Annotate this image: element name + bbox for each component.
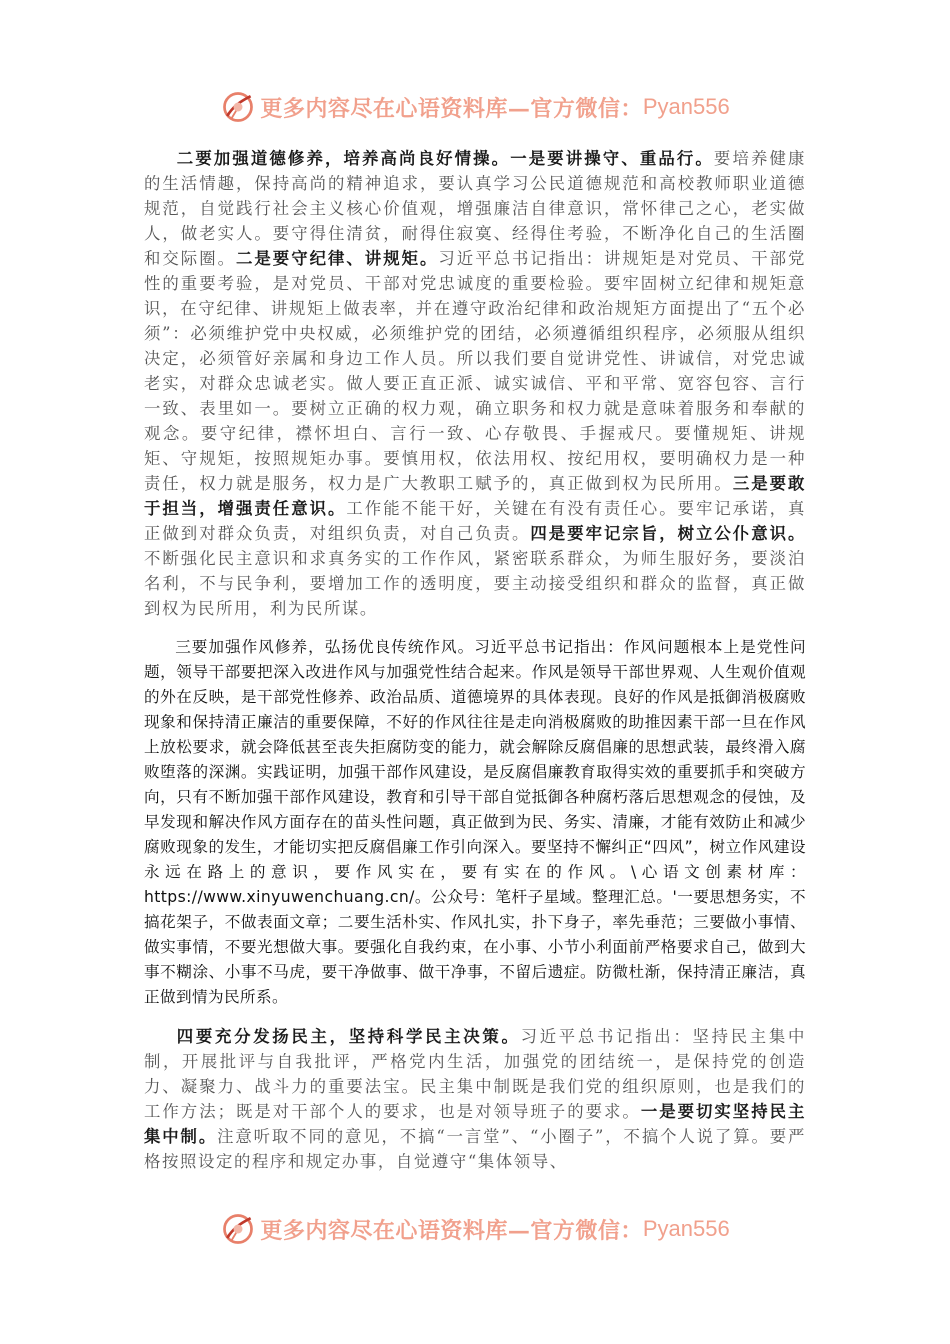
section-2-point-2-title: 二是要守纪律、讲规矩。 xyxy=(236,249,439,268)
banner-wechat-id: Pyan556 xyxy=(642,94,730,119)
section-2-point-3-title: 三是要敢于担当，增强责任意识。 xyxy=(144,474,807,518)
section-2-point-4-body: 不断强化民主意识和求真务实的工作作风，紧密联系群众，为师生服好务，要淡泊名利，不与民争利，要增加工作的透明度，要主动接受组织和群众的监督，真正做到权为民所用，利为民所谋。 xyxy=(144,549,806,618)
section-2-point-1-body: 要培养健康的生活情趣，保持高尚的精神追求，要认真学习公民道德规范和高校教师职业道德规范，自觉践行社会主义核心价值观，增强廉洁自律意识，常怀律己之心，老实做人，做老实人。要守得住清贫，耐得住寂寞、经得住考验，不断净化自己的生活圈和交际圈。 xyxy=(144,149,806,268)
section-2-point-4-title: 四是要牢记宗旨，树立公仆意识。 xyxy=(530,524,806,543)
section-4-point-1-title: 一是要切实坚持民主集中制。 xyxy=(144,1102,807,1146)
pen-swirl-logo-icon xyxy=(220,1211,256,1247)
footer-banner xyxy=(0,1206,950,1252)
section-4-intro: 习近平总书记指出：坚持民主集中制，开展批评与自我批评，严格党内生活，加强党的团结统一，是保持党的创造力、凝聚力、战斗力的重要法宝。民主集中制既是我们党的组织原则，也是我们的工作方法；既是对干部个人的要求，也是对领导班子的要求。 xyxy=(144,1027,806,1121)
section-2-point-2-body: 习近平总书记指出：讲规矩是对党员、干部党性的重要考验，是对党员、干部对党忠诚度的重要检验。要牢固树立纪律和规矩意识，在守纪律、讲规矩上做表率，并在遵守政治纪律和政治规矩方面提出了“五个必须”：必须维护党中央权威，必须维护党的团结，必须遵循组织程序，必须服从组织决定，必须管好亲属和身边工作人员。所以我们要自觉讲党性、讲诚信，对党忠诚老实，对群众忠诚老实。做人要正直正派、诚实诚信、平和平常、宽容包容、言行一致、表里如一。要树立正确的权力观，确立职务和权力就是意味着服务和奉献的观念。要守纪律，襟怀坦白、言行一致、心存敬畏、手握戒尺。要懂规矩、讲规矩、守规矩，按照规矩办事。要慎用权，依法用权、按纪用权，要明确权力是一种责任，权力就是服务，权力是广大教职工赋予的，真正做到权为民所用。 xyxy=(144,249,806,493)
section-3-paragraph: 三要加强作风修养，弘扬优良传统作风。习近平总书记指出：作风问题根本上是党性问题，领导干部要把深入改进作风与加强党性结合起来。作风是领导干部世界观、人生观价值观的外在反映，是干部党性修养、政治品质、道德境界的具体表现。良好的作风是抵御消极腐败现象和保持清正廉洁的重要保障，不好的作风往往是走向消极腐败的助推因素干部一旦在作风上放松要求，就会降低甚至丧失拒腐防变的能力，就会解除反腐倡廉的思想武装，最终滑入腐败堕落的深渊。实践证明，加强干部作风建设，是反腐倡廉教育取得实效的重要抓手和突破方向，只有不断加强干部作风建设，教育和引导干部自觉抵御各种腐朽落后思想观念的侵蚀，及早发现和解决作风方面存在的苗头性问题，真正做到为民、务实、清廉，才能有效防止和减少腐败现象的发生，才能切实把反腐倡廉工作引向深入。要坚持不懈纠正“四风”，树立作风建设永远在路上的意识，要作风实在，要有实在的作风。\心语文创素材库：https://www.xinyuwenchuang.cn/。公众号：笔杆子星域。整理汇总。'一要思想务实，不搞花架子，不做表面文章；二要生活朴实、作风扎实，扑下身子，率先垂范；三要做小事情、做实事情，不要光想做大事。要强化自我约束，在小事、小节小利面前严格要求自己，做到大事不糊涂、小事不马虎，要干净做事、做干净事，不留后遗症。防微杜渐，保持清正廉洁，真正做到情为民所系。 xyxy=(144,638,806,1006)
header-banner xyxy=(0,84,950,130)
pen-swirl-logo-icon xyxy=(220,89,256,125)
section-2-point-1-title: 一是要讲操守、重品行。 xyxy=(510,149,714,168)
section-4-point-1-body: 注意听取不同的意见，不搞“一言堂”、“小圈子”，不搞个人说了算。要严格按照设定的程序和规定办事，自觉遵守“集体领导、 xyxy=(144,1127,806,1171)
document-body xyxy=(144,146,806,1174)
banner-text: 更多内容尽在心语资料库—官方微信： xyxy=(260,1217,643,1244)
section-2-paragraph xyxy=(144,146,806,621)
section-4-paragraph xyxy=(144,1024,806,1174)
section-4-title: 四要充分发扬民主，坚持科学民主决策。 xyxy=(176,1027,521,1046)
banner-text: 更多内容尽在心语资料库—官方微信： xyxy=(260,95,643,122)
section-2-title: 二要加强道德修养，培养高尚良好情操。 xyxy=(176,149,511,168)
section-2-point-3-body: 工作能不能干好，关键在有没有责任心。要牢记承诺，真正做到对群众负责，对组织负责，对自己负责。 xyxy=(144,499,806,543)
banner-wechat-id: Pyan556 xyxy=(642,1216,730,1241)
